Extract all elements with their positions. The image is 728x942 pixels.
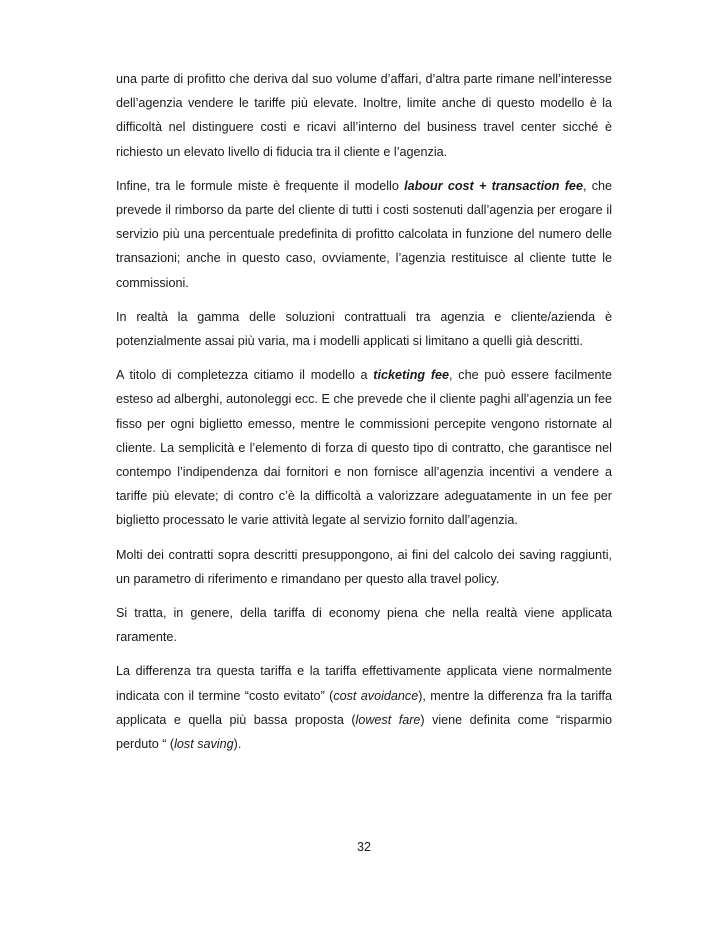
paragraph-3 [116,305,612,353]
paragraph-5 [116,543,612,591]
paragraph-4-text-after: , che può essere facilmente esteso ad alberghi, autonoleggi ecc. E che prevede che il cliente paghi all’agenzia un fee fisso per ogni biglietto emesso, mentre le commissioni percepite vengono ristornate al cliente. La semplicità e l’elemento di forza di questo tipo di contratto, che garantisce nel contempo l’indipendenza dai fornitori e non fornisce all’agenzia incentivi a vendere a tariffe più elevate; di contro c’è la difficoltà a valorizzare adeguatamente in un fee per biglietto processato le varie attività legate al servizio fornito dall’agenzia. [116,368,612,528]
page-number: 32 [356,840,371,854]
document-body [116,67,612,766]
paragraph-2-text-before: Infine, tra le formule miste è frequente il modello [116,178,405,193]
paragraph-4-emphasis: ticketing fee [373,368,450,383]
paragraph-7-part-3: ) viene definita come “risparmio perduto “ ( [116,712,613,752]
paragraph-7-italic-lost-saving: lost saving [174,737,234,752]
paragraph-4-text-before: A titolo di completezza citiamo il modello a [116,368,374,383]
paragraph-6-text: Si tratta, in genere, della tariffa di economy piena che nella realtà viene applicata raramente. [116,606,612,645]
paragraph-2-text-after: , che prevede il rimborso da parte del cliente di tutti i costi sostenuti dall’agenzia per erogare il servizio più una percentuale predefinita di profitto calcolata in funzione del numero delle transazioni; anche in questo caso, ovviamente, l’agenzia restituisce al cliente tutte le commissioni. [116,178,613,290]
paragraph-1-text: una parte di profitto che deriva dal suo volume d’affari, d’altra parte rimane nell’interesse dell’agenzia vendere le tariffe più elevate. Inoltre, limite anche di questo modello è la difficoltà nel distinguere costi e ricavi all’interno del business travel center sicché è richiesto un elevato livello di fiducia tra il cliente e l’agenzia. [116,72,612,159]
paragraph-6 [116,601,612,649]
paragraph-2-emphasis: labour cost + transaction fee [404,178,583,193]
paragraph-7-italic-cost-avoidance: cost avoidance [333,688,419,703]
paragraph-2 [116,174,612,295]
paragraph-5-text: Molti dei contratti sopra descritti presuppongono, ai fini del calcolo dei saving raggiunti, un parametro di riferimento e rimandano per questo alla travel policy. [116,547,612,586]
paragraph-7-part-2: ), mentre la differenza fra la tariffa applicata e quella più bassa proposta ( [116,688,612,727]
paragraph-7 [116,659,612,756]
paragraph-7-part-1: La differenza tra questa tariffa e la tariffa effettivamente applicata viene normalmente indicata con il termine “costo evitato” ( [116,664,612,703]
paragraph-4 [116,363,612,532]
paragraph-1 [116,67,612,164]
paragraph-7-part-4: ). [233,737,242,752]
paragraph-3-text: In realtà la gamma delle soluzioni contrattuali tra agenzia e cliente/azienda è potenzialmente assai più varia, ma i modelli applicati si limitano a quelli già descritti. [116,309,612,349]
paragraph-7-italic-lowest-fare: lowest fare [355,712,421,727]
